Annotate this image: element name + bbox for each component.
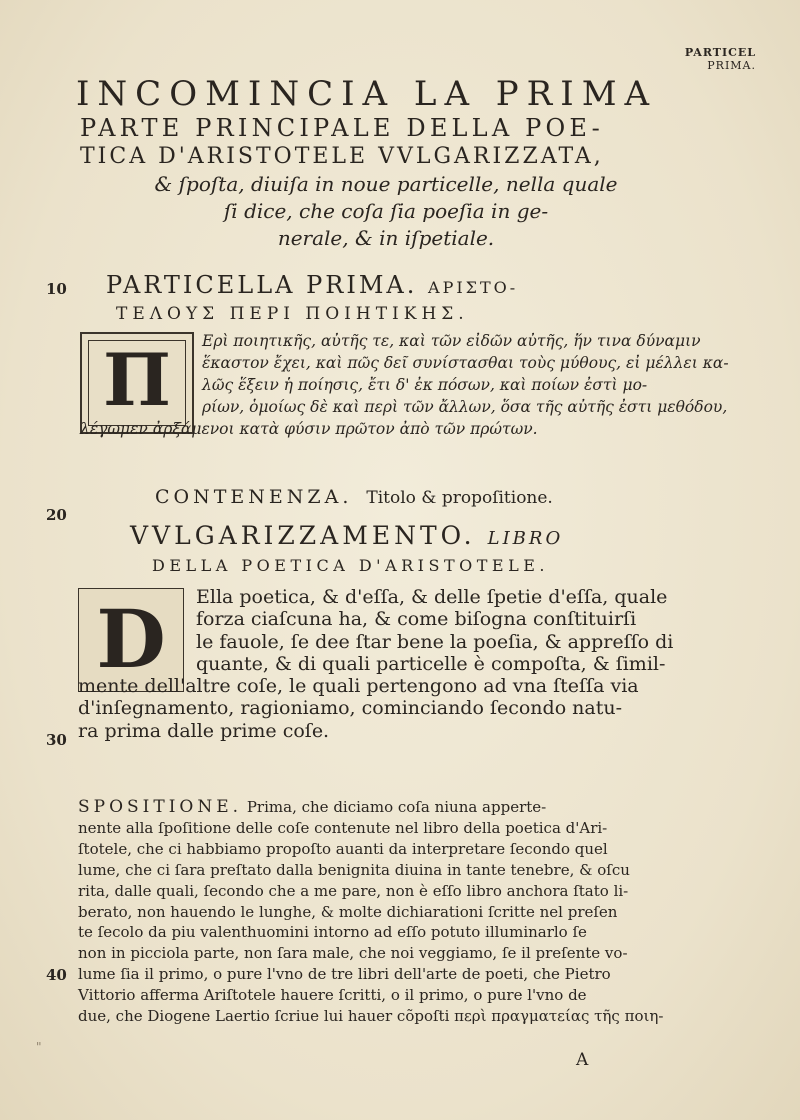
libro-label: LIBRO xyxy=(487,528,564,549)
contenenza-label: CONTENENZA. xyxy=(155,486,353,508)
greek-line-5: λέγωμεν ἀρξάμενοι κατὰ φύσιν πρῶτον ἀπὸ τῶν πρώτων. xyxy=(80,420,538,438)
greek-line-4: ρίων, ὁμοίως δὲ καὶ περὶ τῶν ἄλλων, ὅσα τῆς αὐτῆς ἐστι μεθόδου, xyxy=(202,398,728,416)
body-line-5: mente dell'altre coſe, le quali pertengono ad vna ſteſſa via xyxy=(78,675,639,698)
greek-lines xyxy=(80,330,729,440)
spos-line-10: Vittorio afferma Ariſtotele hauere ſcritti, o il primo, o pure l'vno de xyxy=(78,986,587,1005)
greek-text-block xyxy=(80,330,729,460)
title-line6: nerale, & in iſpetiale. xyxy=(277,226,495,250)
running-head-line2: PRIMA. xyxy=(707,59,756,72)
spositione-heading: SPOSITIONE. xyxy=(78,797,243,817)
initial-d-letter: D xyxy=(96,592,166,686)
title-line4: & ſpoſta, diuiſa in noue particelle, nella quale xyxy=(154,172,618,196)
spos-line-8: non in picciola parte, non ſara male, che noi veggiamo, ſe il preſente vo- xyxy=(78,944,628,963)
title-line5: ſi dice, che coſa ſia poeſia in ge- xyxy=(223,199,549,223)
chapter-title xyxy=(76,74,696,252)
body-line-6: d'inſegnamento, ragioniamo, cominciando ſecondo natu- xyxy=(78,697,623,720)
spos-line-4: lume, che ci ſara preſtato dalla benignita diuina in tante tenebre, & oſcu xyxy=(78,860,630,879)
margin-number-40: 40 xyxy=(46,966,67,984)
margin-number-20: 20 xyxy=(46,506,67,524)
title-line3: TICA D'ARISTOTELE VVLGARIZZATA, xyxy=(80,144,604,169)
contenenza-subtitle: Titolo & propoſitione. xyxy=(366,488,553,508)
signature-mark: A xyxy=(576,1050,589,1070)
spos-line-7: te ſecolo da piu valenthuomini intorno ad eſſo potuto illuminarlo ſe xyxy=(78,923,587,942)
body-line-1: Ella poetica, & d'eſſa, & delle ſpetie d'eſſa, quale xyxy=(196,586,668,608)
greek-line-1: Ερὶ ποιητικῆς, αὐτῆς τε, καὶ τῶν εἰδῶν αὐτῆς, ἥν τινα δύναμιν xyxy=(202,332,701,350)
vulgarizzamento-subtitle: DELLA POETICA D'ARISTOTELE. xyxy=(152,556,549,575)
spos-line-5: rita, dalle quali, ſecondo che a me pare, non è eſſo libro anchora ſtato li- xyxy=(78,881,629,900)
body-line-3: le fauole, ſe dee ſtar bene la poeſia, & appreſſo di xyxy=(196,630,674,653)
vulgarizzamento-heading xyxy=(130,520,563,577)
translation-paragraph xyxy=(78,586,690,742)
particella-heading xyxy=(106,270,706,325)
margin-number-30: 30 xyxy=(46,731,67,749)
spos-line-11: due, che Diogene Laertio ſcriue lui hauer cõpoſti περὶ πραγματείας τῆς ποιη- xyxy=(78,1007,664,1026)
spos-line-9: lume ſia il primo, o pure l'vno de tre libri dell'arte de poeti, che Pietro xyxy=(78,965,611,984)
running-head-line1: PARTICEL xyxy=(684,46,756,59)
spos-line-6: berato, non hauendo le lunghe, & molte dichiarationi ſcritte nel preſen xyxy=(78,902,618,921)
vulgarizzamento-title: VVLGARIZZAMENTO. xyxy=(130,521,476,550)
spositione-paragraph xyxy=(78,797,712,1027)
body-line-2: forza ciaſcuna ha, & come biſogna conſtituirſi xyxy=(196,608,637,631)
running-head xyxy=(685,46,756,72)
particella-title: PARTICELLA PRIMA. xyxy=(106,271,418,299)
initial-letter: Π xyxy=(103,337,171,422)
contenenza-heading xyxy=(155,486,553,508)
spos-line-1: Prima, che diciamo coſa niuna apperte- xyxy=(246,798,547,816)
margin-number-10: 10 xyxy=(46,280,67,298)
spos-line-2: nente alla ſpoſitione delle coſe contenute nel libro della poetica d'Ari- xyxy=(78,818,608,837)
spos-line-3: ſtotele, che ci habbiamo propoſto auanti da interpretare ſecondo quel xyxy=(78,839,608,858)
title-line2: PARTE PRINCIPALE DELLA POE- xyxy=(80,114,604,142)
body-line-7: ra prima dalle prime coſe. xyxy=(78,719,330,742)
greek-line-2: ἕκαστον ἔχει, καὶ πῶς δεῖ συνίστασθαι τοὺς μύθους, εἰ μέλλει κα- xyxy=(202,354,729,372)
greek-heading-b: ΤΕΛΟΥΣ ΠΕΡΙ ΠΟΙΗΤΙΚΗΣ. xyxy=(116,304,469,324)
greek-heading-a: ΑΡΙΣΤΟ- xyxy=(428,278,519,297)
greek-line-3: λῶς ἕξειν ἡ ποίησις, ἔτι δ' ἐκ πόσων, καὶ ποίων ἐστὶ μο- xyxy=(202,376,648,394)
body-line-4: quante, & di quali particelle è compoſta, & ſimil- xyxy=(196,652,666,675)
corner-mark: " xyxy=(36,1040,42,1054)
title-line1: INCOMINCIA LA PRIMA xyxy=(76,74,658,114)
